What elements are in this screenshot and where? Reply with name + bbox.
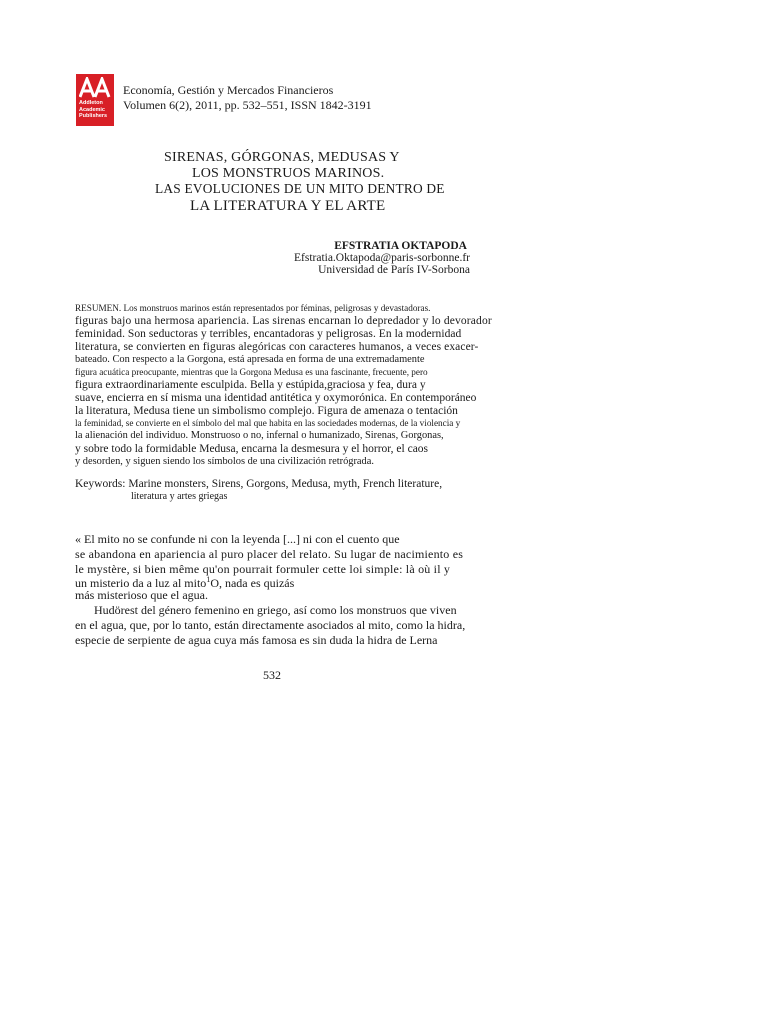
double-a-logo-icon [79,77,111,99]
body-line: especie de serpiente de agua cuya más famosa es sin duda la hidra de Lerna [75,633,438,647]
logo-line-1: Addleton [79,100,103,106]
author-email: Efstratia.Oktapoda@paris-sorbonne.fr [293,252,470,264]
journal-name: Economía, Gestión y Mercados Financieros [123,83,334,97]
abstract-line: figura acuática preocupante, mientras que la Gorgona Medusa es una fascinante, frecuente, pero [75,367,428,377]
body-line: Hudörest del género femenino en griego, así como los monstruos que viven [94,603,457,617]
journal-volume: Volumen 6(2), 2011, pp. 532–551, ISSN 1842-3191 [123,98,372,112]
title-line-1: SIRENAS, GÓRGONAS, MEDUSAS Y [164,150,400,165]
footnote-marker[interactable]: 1 [206,575,211,584]
title-line-2: LOS MONSTRUOS MARINOS. [192,166,385,181]
abstract-line: y desorden, y siguen siendo los símbolos de una civilización retrógrada. [75,456,374,467]
keywords-line-2: literatura y artes griegas [131,491,228,502]
body-line-text: un misterio da a luz al mito [75,576,207,590]
logo-line-3: Publishers [79,113,108,119]
body-line: se abandona en apariencia al puro placer del relato. Su lugar de nacimiento es [75,547,464,561]
body-line: en el agua, que, por lo tanto, están directamente asociados al mito, como la hidra, [75,618,466,632]
body-line-text: O, nada es quizás [210,576,295,590]
abstract-line: la literatura, Medusa tiene un simbolismo complejo. Figura de amenaza o tentación [75,405,458,417]
abstract-line: la feminidad, se convierte en el símbolo del mal que habita en las sociedades modernas, de la violencia y [75,418,461,428]
title-line-3: LAS EVOLUCIONES DE UN MITO DENTRO DE [155,181,445,196]
publisher-logo [76,74,114,126]
abstract-line: y sobre todo la formidable Medusa, encarna la desmesura y el horror, el caos [75,443,429,455]
author-name: EFSTRATIA OKTAPODA [334,240,467,252]
abstract-line: figura extraordinariamente esculpida. Bella y estúpida,graciosa y fea, dura y [75,379,426,391]
logo-text [79,100,107,120]
title-line-4: LA LITERATURA Y EL ARTE [190,198,386,214]
author-affiliation: Universidad de París IV-Sorbona [318,264,470,276]
abstract-line: la alienación del individuo. Monstruoso o no, infernal o humanizado, Sirenas, Gorgonas, [75,430,444,441]
abstract-line: figuras bajo una hermosa apariencia. Las sirenas encarnan lo depredador y lo devorador [75,315,492,327]
abstract-line: bateado. Con respecto a la Gorgona, está apresada en forma de una extremadamente [75,354,425,365]
body-line: más misterioso que el agua. [75,588,208,602]
abstract-line: RESUMEN. Los monstruos marinos están representados por féminas, peligrosas y devastadoras. [75,303,431,313]
abstract-line: literatura, se convierten en figuras alegóricas con caracteres humanos, a veces exacer- [75,341,479,353]
logo-line-2: Academic [79,106,105,113]
body-line: le mystère, si bien même qu'on pourrait formuler cette loi simple: là où il y [75,562,451,576]
keywords-line-1: Keywords: Marine monsters, Sirens, Gorgons, Medusa, myth, French literature, [75,478,443,490]
abstract-line: feminidad. Son seductoras y terribles, encantadoras y peligrosas. En la modernidad [75,328,462,340]
page-number: 532 [263,668,281,682]
body-line: « El mito no se confunde ni con la leyenda [...] ni con el cuento que [75,532,400,546]
abstract-line: suave, encierra en sí misma una identidad antitética y oxymorónica. En contemporáneo [75,392,477,404]
